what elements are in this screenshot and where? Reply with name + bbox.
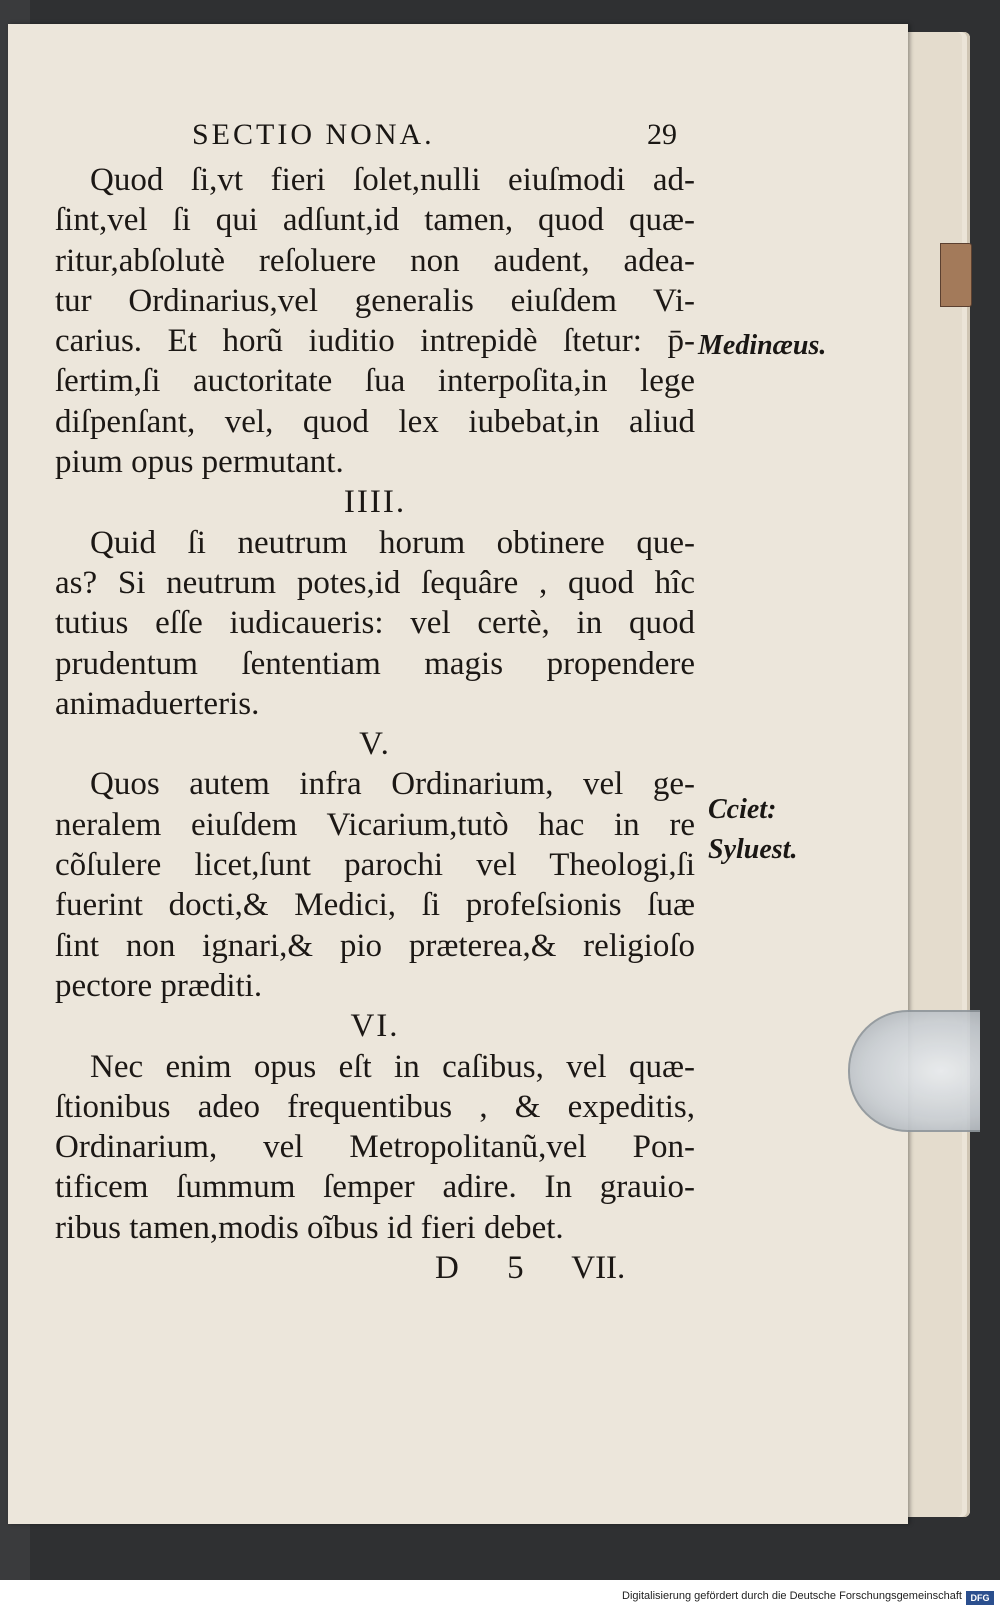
text-line: pium opus permutant. <box>55 444 344 481</box>
section-number: IIII. <box>343 484 407 521</box>
body-text <box>55 160 695 1288</box>
page-number: 29 <box>647 118 677 151</box>
text-line: ſtionibus adeo frequentibus , & expeditis, <box>55 1088 695 1125</box>
section-number: V. <box>359 726 391 763</box>
signature-catchword: D 5 VII. <box>435 1250 626 1287</box>
margin-note-sylvest: Syluest. <box>708 834 798 865</box>
text-line: tificem ſummum ſemper adire. In grauio- <box>55 1169 695 1206</box>
margin-note-cciet: Cciet: <box>708 794 777 825</box>
margin-note-medinaeus: Medinæus. <box>698 330 827 361</box>
text-line: animaduerteris. <box>55 685 260 722</box>
dfg-logo: DFG <box>966 1591 994 1605</box>
running-header <box>192 118 692 158</box>
bookmark-tab <box>940 243 972 307</box>
text-line: neralem eiuſdem Vicarium,tutò hac in re <box>55 806 695 843</box>
text-line: Ordinarium, vel Metropolitanũ,vel Pon- <box>55 1129 695 1166</box>
text-line: ribus tamen,modis oĩbus id fieri debet. <box>55 1209 564 1246</box>
text-line: cõſulere licet,ſunt parochi vel Theologi,ſi <box>55 847 695 884</box>
text-line: tutius eſſe iudicaueris: vel certè, in quod <box>55 605 695 642</box>
footer-credit: Digitalisierung gefördert durch die Deutsche Forschungsgemeinschaft <box>622 1590 962 1602</box>
text-line: fuerint docti,& Medici, ſi profeſsionis ſuæ <box>55 887 695 924</box>
text-line: Quid ſi neutrum horum obtinere que- <box>90 524 695 561</box>
text-line: Quos autem infra Ordinarium, vel ge- <box>90 766 695 803</box>
text-line: Nec enim opus eſt in caſibus, vel quæ- <box>90 1048 695 1085</box>
text-line: diſpenſant, vel, quod lex iubebat,in aliud <box>55 403 695 440</box>
text-line: tur Ordinarius,vel generalis eiuſdem Vi- <box>55 282 695 319</box>
text-line: ritur,abſolutè reſoluere non audent, adea- <box>55 242 695 279</box>
header-title: SECTIO NONA. <box>192 118 435 151</box>
text-line: as? Si neutrum potes,id ſequâre , quod hîc <box>55 564 695 601</box>
section-number: VI. <box>350 1008 400 1045</box>
text-line: prudentum ſententiam magis propendere <box>55 645 695 682</box>
text-line: ſint non ignari,& pio præterea,& religioſo <box>55 927 695 964</box>
text-line: ſint,vel ſi qui adſunt,id tamen, quod quæ- <box>55 202 695 239</box>
text-line: carius. Et horũ iuditio intrepidè ſtetur: p̄- <box>55 323 695 360</box>
text-line: ſertim,ſi auctoritate ſua interpoſita,in lege <box>55 363 695 400</box>
text-line: pectore præditi. <box>55 967 263 1004</box>
page-clip <box>848 1010 980 1132</box>
text-line: Quod ſi,vt fieri ſolet,nulli eiuſmodi ad- <box>90 162 695 198</box>
